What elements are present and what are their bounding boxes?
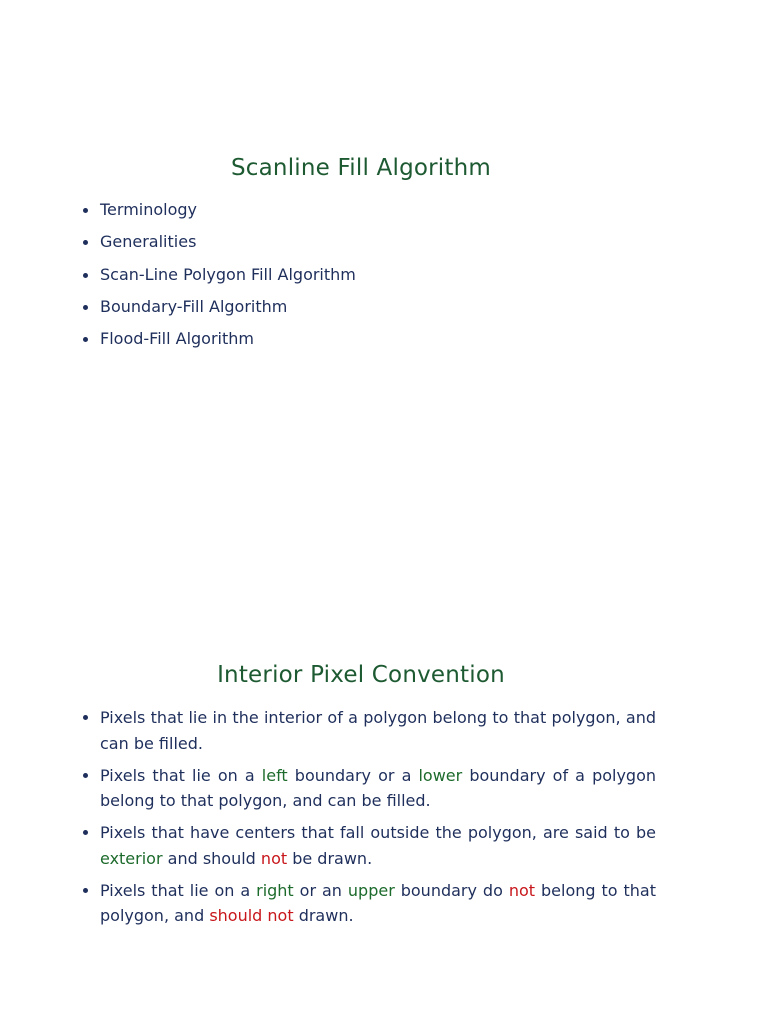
highlight-right: right (256, 880, 294, 900)
bullet-text: boundary of a polygon belong to that polygon, and can be filled. (100, 765, 657, 810)
slide-title: Scanline Fill Algorithm (230, 155, 491, 181)
list-item: Boundary-Fill Algorithm (80, 296, 656, 328)
highlight-upper: upper (347, 880, 395, 900)
bullet-text: Pixels that have centers that fall outside the polygon, are said to be (100, 823, 656, 842)
bullet-text: be drawn. (287, 848, 373, 868)
list-item (80, 705, 656, 756)
list-item: Terminology (80, 199, 656, 231)
bullet-text: Pixels that lie in the interior of a polygon belong to that polygon, and can be filled. (100, 708, 656, 753)
bullet-text: or an (293, 880, 348, 900)
slide-title: Interior Pixel Convention (217, 662, 505, 688)
bullet-text: drawn. (293, 906, 354, 925)
topic-list (80, 199, 656, 360)
bullet-text: boundary do (394, 880, 509, 900)
list-item: Scan-Line Polygon Fill Algorithm (80, 264, 656, 296)
convention-list (80, 705, 656, 935)
list-item: Generalities (80, 231, 656, 263)
highlight-left: left (261, 765, 288, 785)
bullet-text: boundary or a (287, 765, 419, 785)
highlight-not: not (260, 848, 288, 868)
bullet-text: Pixels that lie on a (100, 880, 257, 900)
list-item: Flood-Fill Algorithm (80, 328, 656, 360)
bullet-text: belong to that polygon, and (100, 880, 657, 925)
slide-interior-pixel-convention (0, 512, 768, 1024)
list-item (80, 878, 656, 929)
bullet-text: and should (162, 848, 261, 868)
highlight-should-not: should not (209, 906, 294, 925)
highlight-exterior: exterior (100, 848, 163, 868)
highlight-lower: lower (418, 765, 463, 785)
list-item (80, 820, 656, 871)
highlight-not: not (508, 880, 536, 900)
list-item (80, 763, 656, 814)
bullet-text: Pixels that lie on a (100, 765, 262, 785)
